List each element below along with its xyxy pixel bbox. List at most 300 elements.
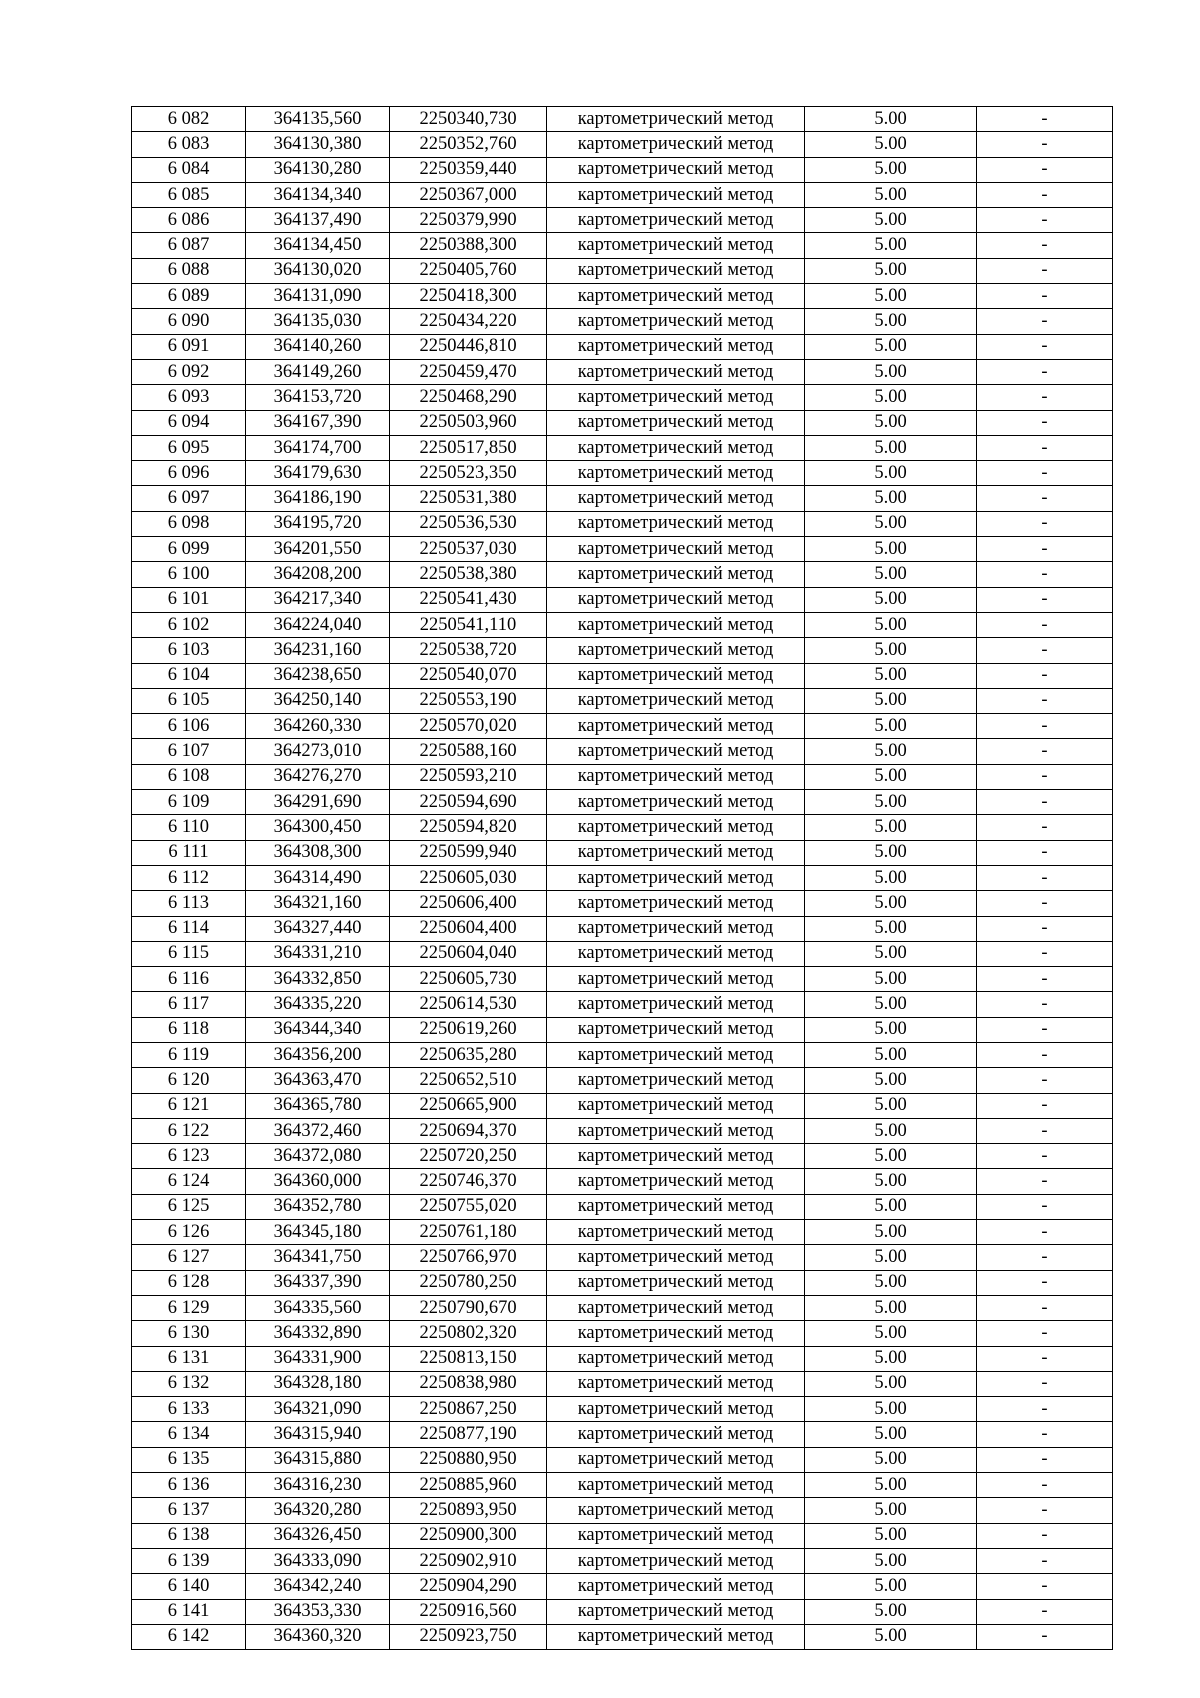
accuracy-cell: 5.00 [805, 790, 977, 815]
point-number-cell: 6 083 [132, 132, 246, 157]
method-cell: картометрический метод [547, 233, 805, 258]
accuracy-cell: 5.00 [805, 334, 977, 359]
note-cell: - [977, 840, 1113, 865]
x-coordinate-cell: 364273,010 [246, 739, 390, 764]
note-cell: - [977, 638, 1113, 663]
x-coordinate-cell: 364337,390 [246, 1270, 390, 1295]
x-coordinate-cell: 364167,390 [246, 410, 390, 435]
method-cell: картометрический метод [547, 1321, 805, 1346]
x-coordinate-cell: 364217,340 [246, 587, 390, 612]
note-cell: - [977, 461, 1113, 486]
x-coordinate-cell: 364331,900 [246, 1346, 390, 1371]
y-coordinate-cell: 2250379,990 [390, 208, 547, 233]
accuracy-cell: 5.00 [805, 1068, 977, 1093]
note-cell: - [977, 1144, 1113, 1169]
x-coordinate-cell: 364321,090 [246, 1397, 390, 1422]
table-row [132, 663, 1113, 688]
note-cell: - [977, 334, 1113, 359]
table-row [132, 1270, 1113, 1295]
method-cell: картометрический метод [547, 739, 805, 764]
point-number-cell: 6 114 [132, 916, 246, 941]
accuracy-cell: 5.00 [805, 638, 977, 663]
method-cell: картометрический метод [547, 562, 805, 587]
method-cell: картометрический метод [547, 1599, 805, 1624]
x-coordinate-cell: 364327,440 [246, 916, 390, 941]
accuracy-cell: 5.00 [805, 815, 977, 840]
point-number-cell: 6 108 [132, 764, 246, 789]
table-row [132, 1118, 1113, 1143]
point-number-cell: 6 082 [132, 107, 246, 132]
note-cell: - [977, 1194, 1113, 1219]
x-coordinate-cell: 364314,490 [246, 865, 390, 890]
table-row [132, 714, 1113, 739]
table-row [132, 1295, 1113, 1320]
accuracy-cell: 5.00 [805, 1295, 977, 1320]
table-row [132, 1144, 1113, 1169]
x-coordinate-cell: 364360,000 [246, 1169, 390, 1194]
x-coordinate-cell: 364333,090 [246, 1548, 390, 1573]
accuracy-cell: 5.00 [805, 1245, 977, 1270]
x-coordinate-cell: 364149,260 [246, 359, 390, 384]
accuracy-cell: 5.00 [805, 1574, 977, 1599]
point-number-cell: 6 131 [132, 1346, 246, 1371]
accuracy-cell: 5.00 [805, 486, 977, 511]
point-number-cell: 6 113 [132, 891, 246, 916]
y-coordinate-cell: 2250538,720 [390, 638, 547, 663]
coordinates-table [131, 106, 1113, 1650]
note-cell: - [977, 612, 1113, 637]
point-number-cell: 6 139 [132, 1548, 246, 1573]
note-cell: - [977, 1523, 1113, 1548]
note-cell: - [977, 1068, 1113, 1093]
point-number-cell: 6 092 [132, 359, 246, 384]
method-cell: картометрический метод [547, 385, 805, 410]
y-coordinate-cell: 2250570,020 [390, 714, 547, 739]
point-number-cell: 6 096 [132, 461, 246, 486]
note-cell: - [977, 385, 1113, 410]
note-cell: - [977, 815, 1113, 840]
method-cell: картометрический метод [547, 1118, 805, 1143]
table-row [132, 107, 1113, 132]
x-coordinate-cell: 364372,080 [246, 1144, 390, 1169]
point-number-cell: 6 085 [132, 182, 246, 207]
point-number-cell: 6 138 [132, 1523, 246, 1548]
x-coordinate-cell: 364153,720 [246, 385, 390, 410]
x-coordinate-cell: 364130,280 [246, 157, 390, 182]
y-coordinate-cell: 2250593,210 [390, 764, 547, 789]
y-coordinate-cell: 2250614,530 [390, 992, 547, 1017]
note-cell: - [977, 107, 1113, 132]
accuracy-cell: 5.00 [805, 840, 977, 865]
accuracy-cell: 5.00 [805, 309, 977, 334]
accuracy-cell: 5.00 [805, 916, 977, 941]
x-coordinate-cell: 364260,330 [246, 714, 390, 739]
y-coordinate-cell: 2250904,290 [390, 1574, 547, 1599]
accuracy-cell: 5.00 [805, 208, 977, 233]
note-cell: - [977, 865, 1113, 890]
method-cell: картометрический метод [547, 132, 805, 157]
y-coordinate-cell: 2250877,190 [390, 1422, 547, 1447]
y-coordinate-cell: 2250446,810 [390, 334, 547, 359]
accuracy-cell: 5.00 [805, 1346, 977, 1371]
x-coordinate-cell: 364335,220 [246, 992, 390, 1017]
table-row [132, 1017, 1113, 1042]
point-number-cell: 6 136 [132, 1473, 246, 1498]
table-row [132, 1245, 1113, 1270]
accuracy-cell: 5.00 [805, 562, 977, 587]
y-coordinate-cell: 2250503,960 [390, 410, 547, 435]
x-coordinate-cell: 364335,560 [246, 1295, 390, 1320]
method-cell: картометрический метод [547, 1220, 805, 1245]
x-coordinate-cell: 364179,630 [246, 461, 390, 486]
accuracy-cell: 5.00 [805, 1321, 977, 1346]
y-coordinate-cell: 2250531,380 [390, 486, 547, 511]
method-cell: картометрический метод [547, 612, 805, 637]
method-cell: картометрический метод [547, 941, 805, 966]
point-number-cell: 6 129 [132, 1295, 246, 1320]
method-cell: картометрический метод [547, 1523, 805, 1548]
method-cell: картометрический метод [547, 638, 805, 663]
x-coordinate-cell: 364363,470 [246, 1068, 390, 1093]
accuracy-cell: 5.00 [805, 1270, 977, 1295]
y-coordinate-cell: 2250468,290 [390, 385, 547, 410]
accuracy-cell: 5.00 [805, 1599, 977, 1624]
point-number-cell: 6 116 [132, 967, 246, 992]
point-number-cell: 6 087 [132, 233, 246, 258]
accuracy-cell: 5.00 [805, 1447, 977, 1472]
point-number-cell: 6 140 [132, 1574, 246, 1599]
x-coordinate-cell: 364134,340 [246, 182, 390, 207]
point-number-cell: 6 130 [132, 1321, 246, 1346]
method-cell: картометрический метод [547, 157, 805, 182]
note-cell: - [977, 916, 1113, 941]
method-cell: картометрический метод [547, 663, 805, 688]
y-coordinate-cell: 2250635,280 [390, 1042, 547, 1067]
accuracy-cell: 5.00 [805, 435, 977, 460]
note-cell: - [977, 1118, 1113, 1143]
x-coordinate-cell: 364331,210 [246, 941, 390, 966]
note-cell: - [977, 208, 1113, 233]
table-row [132, 182, 1113, 207]
accuracy-cell: 5.00 [805, 1093, 977, 1118]
method-cell: картометрический метод [547, 1017, 805, 1042]
table-row [132, 562, 1113, 587]
point-number-cell: 6 132 [132, 1371, 246, 1396]
method-cell: картометрический метод [547, 334, 805, 359]
accuracy-cell: 5.00 [805, 385, 977, 410]
table-row [132, 1473, 1113, 1498]
point-number-cell: 6 093 [132, 385, 246, 410]
point-number-cell: 6 115 [132, 941, 246, 966]
table-row [132, 208, 1113, 233]
x-coordinate-cell: 364140,260 [246, 334, 390, 359]
accuracy-cell: 5.00 [805, 941, 977, 966]
point-number-cell: 6 121 [132, 1093, 246, 1118]
method-cell: картометрический метод [547, 1498, 805, 1523]
point-number-cell: 6 109 [132, 790, 246, 815]
note-cell: - [977, 1397, 1113, 1422]
y-coordinate-cell: 2250813,150 [390, 1346, 547, 1371]
method-cell: картометрический метод [547, 1473, 805, 1498]
table-row [132, 739, 1113, 764]
y-coordinate-cell: 2250588,160 [390, 739, 547, 764]
method-cell: картометрический метод [547, 1144, 805, 1169]
x-coordinate-cell: 364174,700 [246, 435, 390, 460]
y-coordinate-cell: 2250755,020 [390, 1194, 547, 1219]
point-number-cell: 6 084 [132, 157, 246, 182]
x-coordinate-cell: 364130,380 [246, 132, 390, 157]
table-row [132, 1397, 1113, 1422]
table-row [132, 1574, 1113, 1599]
note-cell: - [977, 1093, 1113, 1118]
method-cell: картометрический метод [547, 107, 805, 132]
x-coordinate-cell: 364134,450 [246, 233, 390, 258]
accuracy-cell: 5.00 [805, 992, 977, 1017]
y-coordinate-cell: 2250746,370 [390, 1169, 547, 1194]
point-number-cell: 6 118 [132, 1017, 246, 1042]
x-coordinate-cell: 364326,450 [246, 1523, 390, 1548]
accuracy-cell: 5.00 [805, 1017, 977, 1042]
point-number-cell: 6 102 [132, 612, 246, 637]
table-row [132, 941, 1113, 966]
table-row [132, 1548, 1113, 1573]
note-cell: - [977, 1498, 1113, 1523]
point-number-cell: 6 112 [132, 865, 246, 890]
note-cell: - [977, 410, 1113, 435]
method-cell: картометрический метод [547, 284, 805, 309]
note-cell: - [977, 1473, 1113, 1498]
table-row [132, 967, 1113, 992]
accuracy-cell: 5.00 [805, 1624, 977, 1649]
point-number-cell: 6 126 [132, 1220, 246, 1245]
point-number-cell: 6 124 [132, 1169, 246, 1194]
y-coordinate-cell: 2250766,970 [390, 1245, 547, 1270]
table-row [132, 1321, 1113, 1346]
note-cell: - [977, 132, 1113, 157]
x-coordinate-cell: 364345,180 [246, 1220, 390, 1245]
accuracy-cell: 5.00 [805, 359, 977, 384]
table-row [132, 511, 1113, 536]
y-coordinate-cell: 2250553,190 [390, 688, 547, 713]
table-row [132, 1599, 1113, 1624]
note-cell: - [977, 891, 1113, 916]
accuracy-cell: 5.00 [805, 714, 977, 739]
table-row [132, 891, 1113, 916]
method-cell: картометрический метод [547, 1270, 805, 1295]
accuracy-cell: 5.00 [805, 537, 977, 562]
method-cell: картометрический метод [547, 865, 805, 890]
table-row [132, 638, 1113, 663]
method-cell: картометрический метод [547, 1042, 805, 1067]
note-cell: - [977, 1548, 1113, 1573]
note-cell: - [977, 739, 1113, 764]
method-cell: картометрический метод [547, 1169, 805, 1194]
method-cell: картометрический метод [547, 815, 805, 840]
accuracy-cell: 5.00 [805, 157, 977, 182]
point-number-cell: 6 095 [132, 435, 246, 460]
point-number-cell: 6 099 [132, 537, 246, 562]
y-coordinate-cell: 2250761,180 [390, 1220, 547, 1245]
y-coordinate-cell: 2250540,070 [390, 663, 547, 688]
x-coordinate-cell: 364135,030 [246, 309, 390, 334]
note-cell: - [977, 1042, 1113, 1067]
y-coordinate-cell: 2250694,370 [390, 1118, 547, 1143]
accuracy-cell: 5.00 [805, 739, 977, 764]
accuracy-cell: 5.00 [805, 967, 977, 992]
table-row [132, 1371, 1113, 1396]
method-cell: картометрический метод [547, 967, 805, 992]
x-coordinate-cell: 364342,240 [246, 1574, 390, 1599]
method-cell: картометрический метод [547, 1245, 805, 1270]
note-cell: - [977, 486, 1113, 511]
accuracy-cell: 5.00 [805, 1523, 977, 1548]
note-cell: - [977, 1220, 1113, 1245]
note-cell: - [977, 790, 1113, 815]
point-number-cell: 6 094 [132, 410, 246, 435]
y-coordinate-cell: 2250665,900 [390, 1093, 547, 1118]
table-row [132, 537, 1113, 562]
x-coordinate-cell: 364238,650 [246, 663, 390, 688]
note-cell: - [977, 688, 1113, 713]
x-coordinate-cell: 364372,460 [246, 1118, 390, 1143]
x-coordinate-cell: 364195,720 [246, 511, 390, 536]
note-cell: - [977, 435, 1113, 460]
method-cell: картометрический метод [547, 587, 805, 612]
y-coordinate-cell: 2250902,910 [390, 1548, 547, 1573]
y-coordinate-cell: 2250893,950 [390, 1498, 547, 1523]
y-coordinate-cell: 2250605,030 [390, 865, 547, 890]
method-cell: картометрический метод [547, 1093, 805, 1118]
x-coordinate-cell: 364135,560 [246, 107, 390, 132]
point-number-cell: 6 105 [132, 688, 246, 713]
y-coordinate-cell: 2250340,730 [390, 107, 547, 132]
x-coordinate-cell: 364321,160 [246, 891, 390, 916]
point-number-cell: 6 119 [132, 1042, 246, 1067]
x-coordinate-cell: 364315,880 [246, 1447, 390, 1472]
point-number-cell: 6 091 [132, 334, 246, 359]
table-row [132, 435, 1113, 460]
accuracy-cell: 5.00 [805, 461, 977, 486]
table-row [132, 157, 1113, 182]
accuracy-cell: 5.00 [805, 1042, 977, 1067]
x-coordinate-cell: 364300,450 [246, 815, 390, 840]
note-cell: - [977, 309, 1113, 334]
table-row [132, 1093, 1113, 1118]
point-number-cell: 6 088 [132, 258, 246, 283]
table-row [132, 764, 1113, 789]
point-number-cell: 6 089 [132, 284, 246, 309]
table-row [132, 486, 1113, 511]
method-cell: картометрический метод [547, 840, 805, 865]
y-coordinate-cell: 2250838,980 [390, 1371, 547, 1396]
note-cell: - [977, 1574, 1113, 1599]
y-coordinate-cell: 2250923,750 [390, 1624, 547, 1649]
accuracy-cell: 5.00 [805, 865, 977, 890]
table-row [132, 840, 1113, 865]
accuracy-cell: 5.00 [805, 1169, 977, 1194]
note-cell: - [977, 258, 1113, 283]
method-cell: картометрический метод [547, 1346, 805, 1371]
accuracy-cell: 5.00 [805, 1498, 977, 1523]
x-coordinate-cell: 364356,200 [246, 1042, 390, 1067]
method-cell: картометрический метод [547, 1422, 805, 1447]
accuracy-cell: 5.00 [805, 587, 977, 612]
note-cell: - [977, 1321, 1113, 1346]
accuracy-cell: 5.00 [805, 1473, 977, 1498]
note-cell: - [977, 714, 1113, 739]
point-number-cell: 6 128 [132, 1270, 246, 1295]
x-coordinate-cell: 364332,890 [246, 1321, 390, 1346]
point-number-cell: 6 101 [132, 587, 246, 612]
method-cell: картометрический метод [547, 410, 805, 435]
point-number-cell: 6 110 [132, 815, 246, 840]
y-coordinate-cell: 2250604,040 [390, 941, 547, 966]
point-number-cell: 6 135 [132, 1447, 246, 1472]
table-row [132, 815, 1113, 840]
table-row [132, 688, 1113, 713]
x-coordinate-cell: 364332,850 [246, 967, 390, 992]
accuracy-cell: 5.00 [805, 1422, 977, 1447]
x-coordinate-cell: 364320,280 [246, 1498, 390, 1523]
point-number-cell: 6 086 [132, 208, 246, 233]
y-coordinate-cell: 2250352,760 [390, 132, 547, 157]
y-coordinate-cell: 2250605,730 [390, 967, 547, 992]
table-row [132, 1042, 1113, 1067]
point-number-cell: 6 125 [132, 1194, 246, 1219]
accuracy-cell: 5.00 [805, 764, 977, 789]
y-coordinate-cell: 2250459,470 [390, 359, 547, 384]
y-coordinate-cell: 2250523,350 [390, 461, 547, 486]
table-row [132, 1068, 1113, 1093]
note-cell: - [977, 511, 1113, 536]
table-row [132, 865, 1113, 890]
accuracy-cell: 5.00 [805, 1118, 977, 1143]
table-row [132, 284, 1113, 309]
point-number-cell: 6 097 [132, 486, 246, 511]
note-cell: - [977, 1017, 1113, 1042]
accuracy-cell: 5.00 [805, 688, 977, 713]
method-cell: картометрический метод [547, 764, 805, 789]
x-coordinate-cell: 364130,020 [246, 258, 390, 283]
accuracy-cell: 5.00 [805, 182, 977, 207]
note-cell: - [977, 941, 1113, 966]
method-cell: картометрический метод [547, 790, 805, 815]
accuracy-cell: 5.00 [805, 891, 977, 916]
x-coordinate-cell: 364137,490 [246, 208, 390, 233]
table-row [132, 258, 1113, 283]
method-cell: картометрический метод [547, 486, 805, 511]
x-coordinate-cell: 364315,940 [246, 1422, 390, 1447]
y-coordinate-cell: 2250604,400 [390, 916, 547, 941]
accuracy-cell: 5.00 [805, 107, 977, 132]
table-row [132, 132, 1113, 157]
note-cell: - [977, 587, 1113, 612]
y-coordinate-cell: 2250594,690 [390, 790, 547, 815]
method-cell: картометрический метод [547, 511, 805, 536]
y-coordinate-cell: 2250867,250 [390, 1397, 547, 1422]
note-cell: - [977, 1270, 1113, 1295]
y-coordinate-cell: 2250802,320 [390, 1321, 547, 1346]
table-row [132, 790, 1113, 815]
table-row [132, 1346, 1113, 1371]
x-coordinate-cell: 364224,040 [246, 612, 390, 637]
method-cell: картометрический метод [547, 1295, 805, 1320]
note-cell: - [977, 1624, 1113, 1649]
y-coordinate-cell: 2250434,220 [390, 309, 547, 334]
y-coordinate-cell: 2250367,000 [390, 182, 547, 207]
point-number-cell: 6 090 [132, 309, 246, 334]
accuracy-cell: 5.00 [805, 1548, 977, 1573]
